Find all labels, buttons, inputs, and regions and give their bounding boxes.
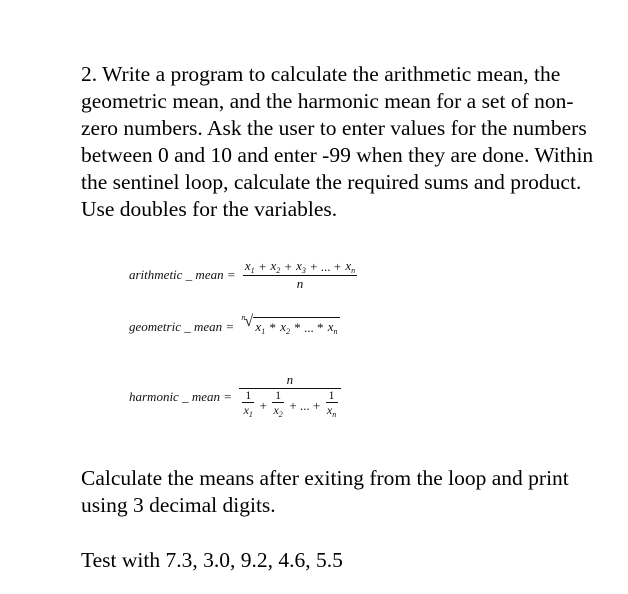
subscript: 1 <box>261 327 266 336</box>
reciprocal-denominator <box>242 403 254 422</box>
radical-icon: √ <box>244 313 254 330</box>
problem-line: 2. Write a program to calculate the arithmetic mean, the <box>81 62 561 86</box>
operator: * ... * <box>294 320 324 336</box>
one: 1 <box>328 388 335 402</box>
nth-root <box>241 313 339 336</box>
one: 1 <box>275 388 282 402</box>
problem-line: zero numbers. Ask the user to enter values for the numbers <box>81 116 587 140</box>
arithmetic-denominator: n <box>296 276 304 292</box>
geometric-mean-formula <box>129 313 340 336</box>
term: x <box>296 258 302 273</box>
problem-line: the sentinel loop, calculate the required sums and product. <box>81 170 582 194</box>
subscript: n <box>333 327 338 336</box>
operator: + ... + <box>310 259 342 275</box>
problem-line: Use doubles for the variables. <box>81 197 338 221</box>
one: 1 <box>245 388 252 402</box>
radicand <box>253 317 339 336</box>
harmonic-numerator: n <box>286 372 294 387</box>
instruction-line: using 3 decimal digits. <box>81 493 276 517</box>
term: x <box>255 319 262 334</box>
operator: + <box>259 397 267 413</box>
term: x <box>280 319 286 334</box>
operator: + <box>258 259 267 275</box>
term: x <box>244 258 251 273</box>
subscript: 3 <box>301 266 306 275</box>
instruction-line: Calculate the means after exiting from the loop and print <box>81 466 569 490</box>
harmonic-mean-fraction <box>239 372 340 422</box>
arithmetic-numerator <box>243 258 357 275</box>
problem-line: geometric mean, and the harmonic mean for a set of non- <box>81 89 574 113</box>
reciprocal-denominator <box>326 403 338 422</box>
term: x <box>326 403 333 417</box>
subscript: 1 <box>250 266 255 275</box>
term: x <box>345 258 352 273</box>
reciprocal-term <box>272 389 284 422</box>
subscript: 2 <box>276 266 281 275</box>
arithmetic-mean-fraction <box>243 258 357 292</box>
reciprocal-term <box>242 389 254 422</box>
arithmetic-mean-label: arithmetic _ mean = <box>129 267 236 283</box>
operator: * <box>269 320 276 336</box>
problem-line: between 0 and 10 and enter -99 when they are done. Within <box>81 143 594 167</box>
harmonic-denominator <box>239 389 340 422</box>
after-loop-instructions <box>81 465 569 519</box>
term: x <box>273 403 279 417</box>
harmonic-mean-formula <box>129 372 341 422</box>
reciprocal-denominator <box>272 403 284 422</box>
reciprocal-term <box>326 389 338 422</box>
root-index: n <box>241 313 246 322</box>
operator: + <box>284 259 292 275</box>
arithmetic-mean-formula <box>129 258 357 292</box>
operator: + ... + <box>289 397 321 413</box>
problem-statement <box>81 61 628 223</box>
subscript: 2 <box>278 410 283 419</box>
subscript: 2 <box>285 327 290 336</box>
harmonic-mean-label: harmonic _ mean = <box>129 389 233 404</box>
term: x <box>243 403 249 417</box>
geometric-mean-label: geometric _ mean = <box>129 318 235 334</box>
term: x <box>270 258 277 273</box>
test-values: Test with 7.3, 3.0, 9.2, 4.6, 5.5 <box>81 548 343 572</box>
subscript: 1 <box>248 410 253 419</box>
subscript: n <box>351 266 356 275</box>
subscript: n <box>332 410 337 419</box>
term: x <box>327 319 334 334</box>
